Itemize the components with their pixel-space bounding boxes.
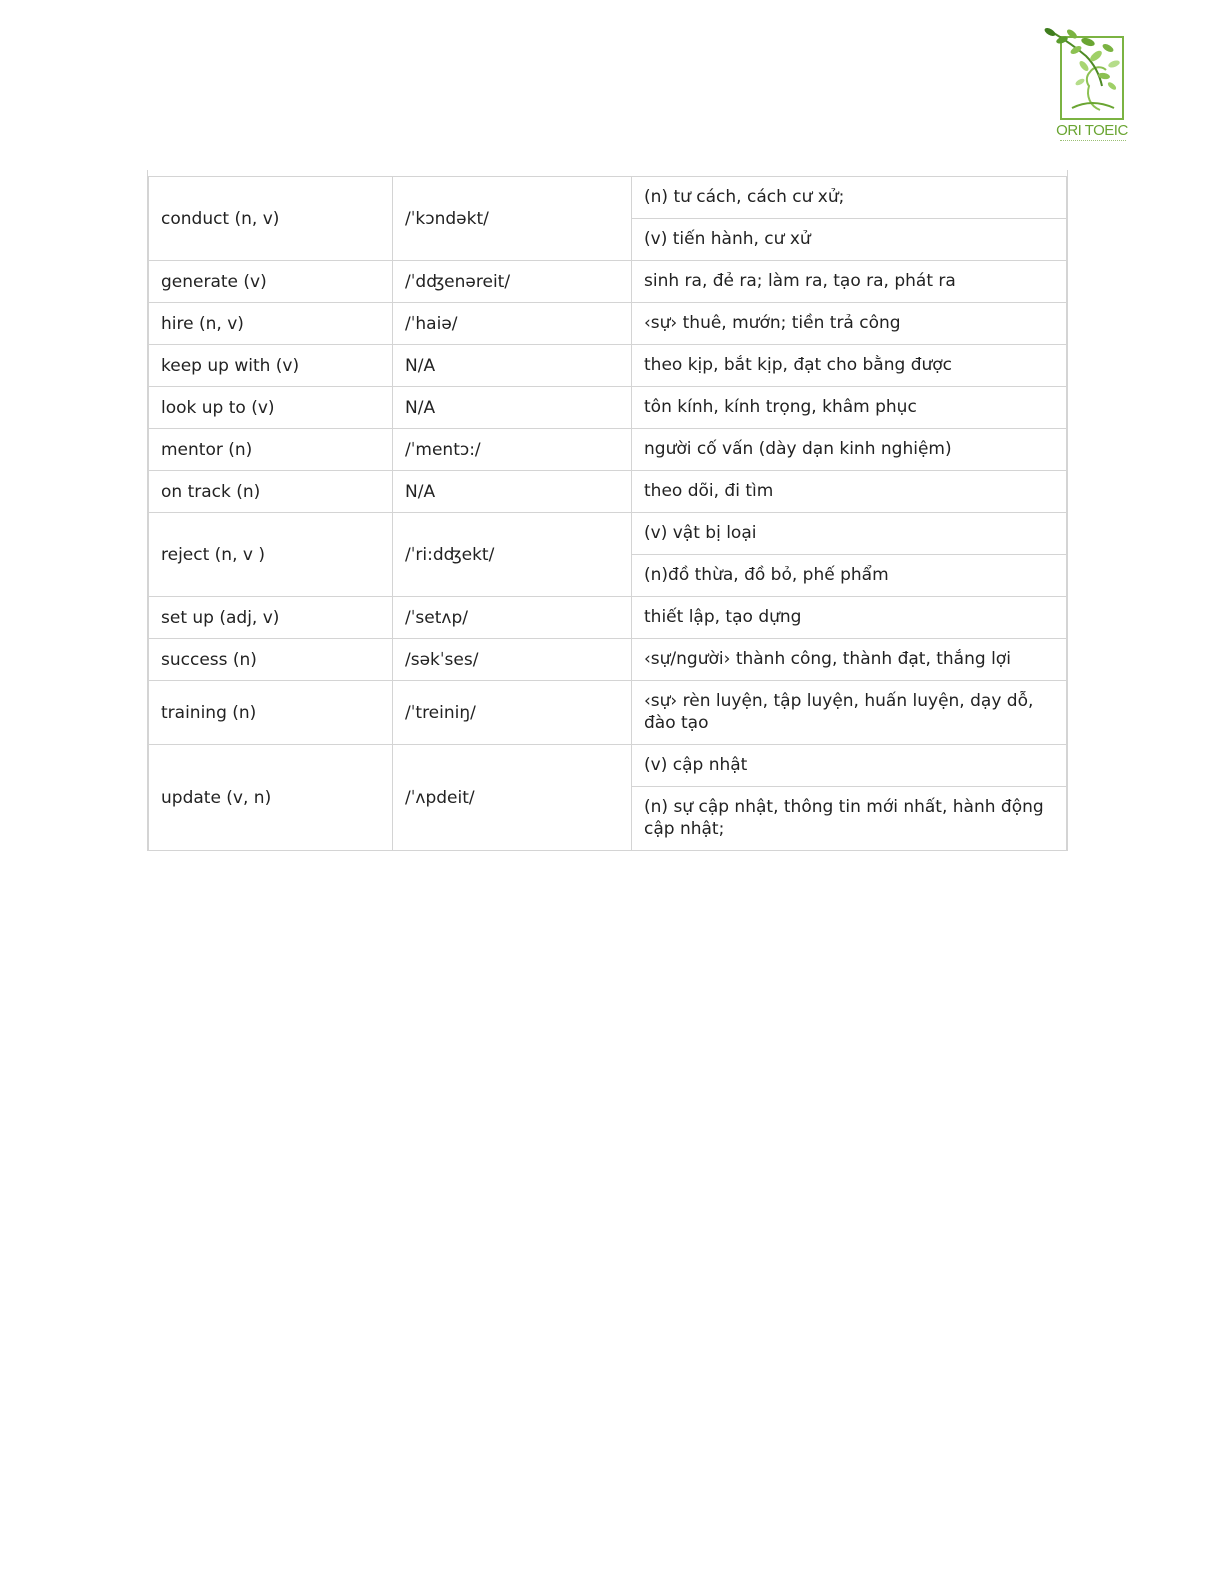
- pronunciation-cell: /ˈtreiniŋ/: [393, 681, 632, 745]
- word-cell: set up (adj, v): [149, 597, 393, 639]
- pronunciation-cell: /ˈkɔndəkt/: [393, 177, 632, 261]
- meaning-cell: theo kịp, bắt kịp, đạt cho bằng được: [632, 345, 1067, 387]
- meaning-cell: thiết lập, tạo dựng: [632, 597, 1067, 639]
- word-cell: look up to (v): [149, 387, 393, 429]
- pronunciation-cell: N/A: [393, 471, 632, 513]
- meaning-cell: (v) vật bị loại: [632, 513, 1067, 555]
- meaning-cell: người cố vấn (dày dạn kinh nghiệm): [632, 429, 1067, 471]
- word-cell: reject (n, v ): [149, 513, 393, 597]
- word-cell: success (n): [149, 639, 393, 681]
- pronunciation-cell: /ˈʌpdeit/: [393, 745, 632, 851]
- vocabulary-table: [147, 170, 1068, 851]
- meaning-cell: (v) cập nhật: [632, 745, 1067, 787]
- word-cell: training (n): [149, 681, 393, 745]
- pronunciation-cell: N/A: [393, 345, 632, 387]
- table-row: [149, 387, 1067, 429]
- table-row: [149, 681, 1067, 745]
- pronunciation-cell: /ˈsetʌp/: [393, 597, 632, 639]
- meaning-cell: tôn kính, kính trọng, khâm phục: [632, 387, 1067, 429]
- word-cell: mentor (n): [149, 429, 393, 471]
- word-cell: keep up with (v): [149, 345, 393, 387]
- tree-head-icon: [1042, 26, 1134, 126]
- table-row: [149, 745, 1067, 787]
- pronunciation-cell: N/A: [393, 387, 632, 429]
- logo-tagline: [1060, 140, 1126, 144]
- meaning-cell: (n) tư cách, cách cư xử;: [632, 177, 1067, 219]
- vocabulary-table-body: [149, 177, 1067, 851]
- table-row: [149, 429, 1067, 471]
- logo: [1042, 26, 1134, 150]
- meaning-cell: theo dõi, đi tìm: [632, 471, 1067, 513]
- pronunciation-cell: /ˈmentɔ:/: [393, 429, 632, 471]
- table-row: [149, 261, 1067, 303]
- pronunciation-cell: /ˈhaiə/: [393, 303, 632, 345]
- meaning-cell: ‹sự› rèn luyện, tập luyện, huấn luyện, dạy dỗ, đào tạo: [632, 681, 1067, 745]
- word-cell: update (v, n): [149, 745, 393, 851]
- word-cell: generate (v): [149, 261, 393, 303]
- table-row: [149, 303, 1067, 345]
- pronunciation-cell: /səkˈses/: [393, 639, 632, 681]
- meaning-cell: (n)đồ thừa, đồ bỏ, phế phẩm: [632, 555, 1067, 597]
- word-cell: on track (n): [149, 471, 393, 513]
- meaning-cell: sinh ra, đẻ ra; làm ra, tạo ra, phát ra: [632, 261, 1067, 303]
- meaning-cell: ‹sự/người› thành công, thành đạt, thắng lợi: [632, 639, 1067, 681]
- meaning-cell: (n) sự cập nhật, thông tin mới nhất, hành động cập nhật;: [632, 787, 1067, 851]
- table-row: [149, 597, 1067, 639]
- logo-brand-text: ORI TOEIC: [1056, 122, 1128, 139]
- table-row: [149, 513, 1067, 555]
- meaning-cell: ‹sự› thuê, mướn; tiền trả công: [632, 303, 1067, 345]
- pronunciation-cell: /ˈdʤenəreit/: [393, 261, 632, 303]
- table-row: [149, 471, 1067, 513]
- word-cell: hire (n, v): [149, 303, 393, 345]
- table-row: [149, 345, 1067, 387]
- meaning-cell: (v) tiến hành, cư xử: [632, 219, 1067, 261]
- pronunciation-cell: /ˈri:dʤekt/: [393, 513, 632, 597]
- table-row: [149, 177, 1067, 219]
- word-cell: conduct (n, v): [149, 177, 393, 261]
- table-row: [149, 639, 1067, 681]
